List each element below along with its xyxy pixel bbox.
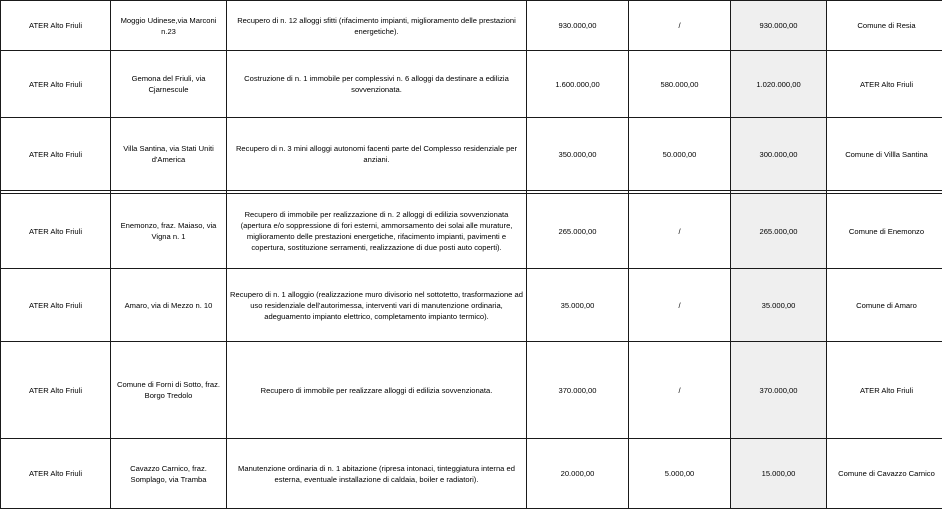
ente-cell: ATER Alto Friuli — [1, 269, 111, 342]
intervento-cell: Recupero di n. 1 alloggio (realizzazione muro divisorio nel sottotetto, trasformazione ad uso residenziale dell'autorimessa, interventi vari di manutenzione ordinaria, adeguamento impianto elettrico, completamento impianto termico). — [227, 269, 527, 342]
cofinanziamento-cell: 5.000,00 — [629, 439, 731, 509]
intervento-cell: Recupero di n. 3 mini alloggi autonomi facenti parte del Complesso residenziale per anziani. — [227, 118, 527, 191]
importo-totale-cell: 35.000,00 — [527, 269, 629, 342]
intervento-cell: Costruzione di n. 1 immobile per complessivi n. 6 alloggi da destinare a edilizia sovvenzionata. — [227, 51, 527, 118]
table-row — [1, 51, 942, 118]
ente-cell: ATER Alto Friuli — [1, 194, 111, 269]
ente-cell: ATER Alto Friuli — [1, 51, 111, 118]
soggetto-cell: ATER Alto Friuli — [827, 51, 942, 118]
localita-cell: Cavazzo Carnico, fraz. Somplago, via Tramba — [111, 439, 227, 509]
table-row — [1, 269, 942, 342]
cofinanziamento-cell: 580.000,00 — [629, 51, 731, 118]
importo-finanziato-cell: 300.000,00 — [731, 118, 827, 191]
ente-cell: ATER Alto Friuli — [1, 118, 111, 191]
localita-cell: Amaro, via di Mezzo n. 10 — [111, 269, 227, 342]
importo-finanziato-cell: 265.000,00 — [731, 194, 827, 269]
ente-cell: ATER Alto Friuli — [1, 342, 111, 439]
importo-finanziato-cell: 1.020.000,00 — [731, 51, 827, 118]
intervento-cell: Recupero di immobile per realizzare alloggi di edilizia sovvenzionata. — [227, 342, 527, 439]
table-row — [1, 1, 942, 51]
importo-totale-cell: 20.000,00 — [527, 439, 629, 509]
importo-totale-cell: 350.000,00 — [527, 118, 629, 191]
localita-cell: Comune di Forni di Sotto, fraz. Borgo Tredolo — [111, 342, 227, 439]
intervento-cell: Recupero di immobile per realizzazione di n. 2 alloggi di edilizia sovvenzionata (apertura e/o soppressione di fori esterni, ammorsamento dei solai alle murature, miglioramento delle prestazioni energetiche, rifacimento impianti, pavimenti e copertura, sostituzione serramenti, realizzazione di due posti auto coperti). — [227, 194, 527, 269]
intervento-cell: Manutenzione ordinaria di n. 1 abitazione (ripresa intonaci, tinteggiatura interna ed esterna, eventuale installazione di caldaia, boiler e radiatori). — [227, 439, 527, 509]
importo-finanziato-cell: 370.000,00 — [731, 342, 827, 439]
importo-totale-cell: 930.000,00 — [527, 1, 629, 51]
soggetto-cell: Comune di Villla Santina — [827, 118, 942, 191]
importo-finanziato-cell: 15.000,00 — [731, 439, 827, 509]
cofinanziamento-cell: 50.000,00 — [629, 118, 731, 191]
importo-finanziato-cell: 35.000,00 — [731, 269, 827, 342]
table-row — [1, 439, 942, 509]
soggetto-cell: ATER Alto Friuli — [827, 342, 942, 439]
soggetto-cell: Comune di Amaro — [827, 269, 942, 342]
localita-cell: Gemona del Friuli, via Cjarnescule — [111, 51, 227, 118]
importo-totale-cell: 370.000,00 — [527, 342, 629, 439]
table-row — [1, 194, 942, 269]
intervento-cell: Recupero di n. 12 alloggi sfitti (rifacimento impianti, miglioramento delle prestazioni energetiche). — [227, 1, 527, 51]
cofinanziamento-cell: / — [629, 269, 731, 342]
ente-cell: ATER Alto Friuli — [1, 439, 111, 509]
table-row — [1, 118, 942, 191]
soggetto-cell: Comune di Enemonzo — [827, 194, 942, 269]
importo-finanziato-cell: 930.000,00 — [731, 1, 827, 51]
soggetto-cell: Comune di Cavazzo Carnico — [827, 439, 942, 509]
localita-cell: Villa Santina, via Stati Uniti d'America — [111, 118, 227, 191]
cofinanziamento-cell: / — [629, 342, 731, 439]
table-row — [1, 342, 942, 439]
soggetto-cell: Comune di Resia — [827, 1, 942, 51]
localita-cell: Enemonzo, fraz. Maiaso, via Vigna n. 1 — [111, 194, 227, 269]
cofinanziamento-cell: / — [629, 1, 731, 51]
ente-cell: ATER Alto Friuli — [1, 1, 111, 51]
importo-totale-cell: 1.600.000,00 — [527, 51, 629, 118]
cofinanziamento-cell: / — [629, 194, 731, 269]
localita-cell: Moggio Udinese,via Marconi n.23 — [111, 1, 227, 51]
importo-totale-cell: 265.000,00 — [527, 194, 629, 269]
